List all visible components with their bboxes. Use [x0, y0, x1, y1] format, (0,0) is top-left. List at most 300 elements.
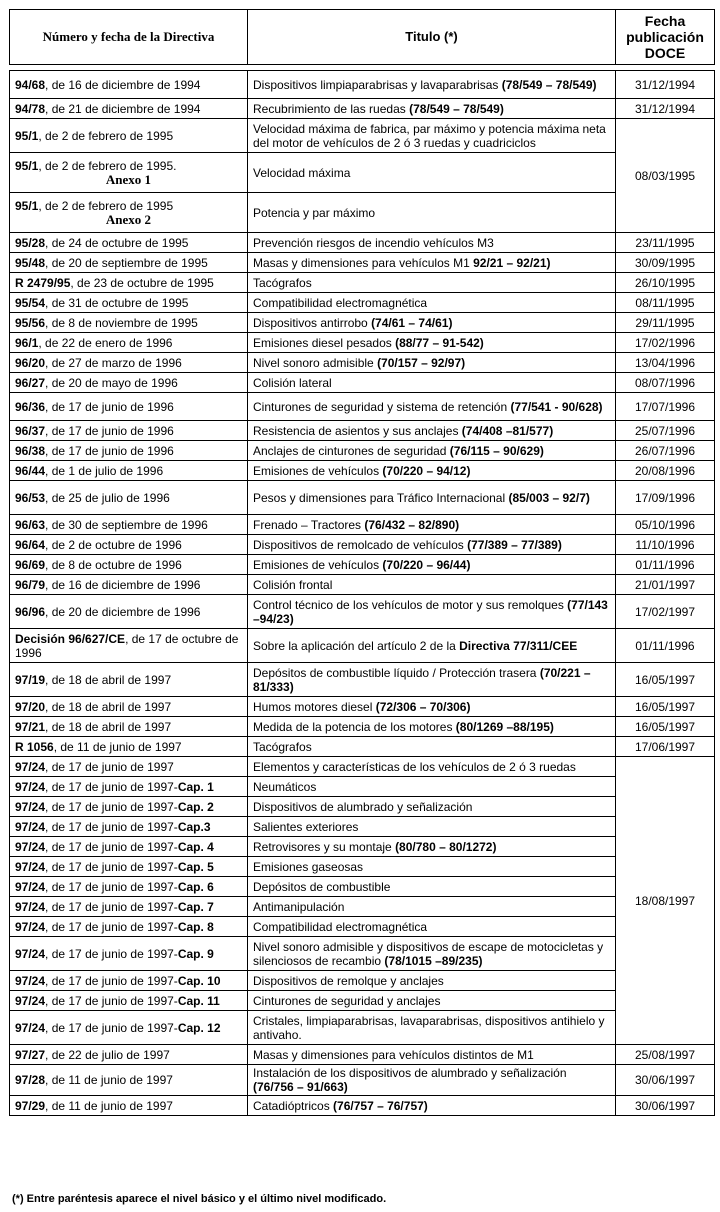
table-row	[10, 313, 715, 333]
title-reference: (80/1269 –88/195)	[455, 719, 554, 734]
directive-number: 97/24	[15, 993, 46, 1008]
title-reference: (70/220 – 96/44)	[382, 557, 471, 572]
directive-date: , de 17 de octubre de 1996	[15, 631, 239, 660]
publication-date: 30/09/1995	[616, 253, 715, 273]
directive-cell	[10, 293, 248, 313]
directive-cell	[10, 193, 248, 233]
title-text: Compatibilidad electromagnética	[253, 295, 428, 310]
title-text: Colisión frontal	[253, 577, 333, 592]
table-row	[10, 777, 715, 797]
title-cell	[248, 535, 616, 555]
table-row	[10, 877, 715, 897]
directive-number: 94/78	[15, 101, 46, 116]
title-text: Cristales, limpiaparabrisas, lavaparabrisas, dispositivos antihielo y antivaho.	[253, 1013, 605, 1042]
directive-cell	[10, 461, 248, 481]
table-row	[10, 515, 715, 535]
directive-number: 97/24	[15, 799, 46, 814]
title-cell	[248, 1096, 616, 1116]
directive-cell	[10, 71, 248, 99]
directive-cell	[10, 153, 248, 193]
title-text: Depósitos de combustible	[253, 879, 391, 894]
title-text: Depósitos de combustible líquido / Protección trasera	[253, 665, 540, 680]
directive-date: , de 20 de diciembre de 1996	[45, 604, 201, 619]
publication-date: 17/02/1996	[616, 333, 715, 353]
title-text: Dispositivos de alumbrado y señalización	[253, 799, 473, 814]
table-row	[10, 757, 715, 777]
directive-date: , de 17 de junio de 1996	[45, 399, 174, 414]
title-cell	[248, 837, 616, 857]
title-cell	[248, 441, 616, 461]
directive-cell	[10, 797, 248, 817]
directive-number: 97/21	[15, 719, 46, 734]
title-cell	[248, 575, 616, 595]
directive-cell	[10, 313, 248, 333]
title-reference: (80/780 – 80/1272)	[395, 839, 497, 854]
directive-number: 96/27	[15, 375, 46, 390]
directive-date: , de 17 de junio de 1997-	[45, 946, 178, 961]
title-reference: 92/21 – 92/21)	[473, 255, 551, 270]
table-row	[10, 233, 715, 253]
directive-date: , de 27 de marzo de 1996	[45, 355, 182, 370]
directive-cell	[10, 737, 248, 757]
title-reference: (74/408 –81/577)	[461, 423, 554, 438]
directive-date: , de 16 de diciembre de 1996	[45, 577, 201, 592]
directive-number: 96/36	[15, 399, 46, 414]
title-reference: (85/003 – 92/7)	[508, 490, 590, 505]
publication-date: 18/08/1997	[616, 757, 715, 1045]
table-row	[10, 797, 715, 817]
title-cell	[248, 629, 616, 663]
title-cell	[248, 897, 616, 917]
directive-cell	[10, 555, 248, 575]
title-text: Resistencia de asientos y sus anclajes	[253, 423, 462, 438]
table-row	[10, 1045, 715, 1065]
footnote: (*) Entre paréntesis aparece el nivel básico y el último nivel modificado.	[12, 1193, 387, 1205]
directive-date: , de 18 de abril de 1997	[45, 699, 172, 714]
title-reference: (70/157 – 92/97)	[377, 355, 466, 370]
table-row	[10, 99, 715, 119]
directive-date: , de 2 de febrero de 1995	[38, 128, 174, 143]
directive-cell	[10, 837, 248, 857]
title-reference: (77/389 – 77/389)	[467, 537, 562, 552]
directive-number: 96/96	[15, 604, 46, 619]
title-reference: (78/1015 –89/235)	[384, 953, 483, 968]
directive-chapter: Cap. 7	[177, 899, 214, 914]
title-text: Tacógrafos	[253, 739, 312, 754]
publication-date: 23/11/1995	[616, 233, 715, 253]
directive-date: , de 17 de junio de 1997-	[45, 859, 178, 874]
directive-number: 97/24	[15, 759, 46, 774]
directive-number: 96/20	[15, 355, 46, 370]
title-reference: (78/549 – 78/549)	[501, 77, 597, 92]
title-cell	[248, 293, 616, 313]
directive-date: , de 22 de julio de 1997	[45, 1047, 170, 1062]
table-row	[10, 393, 715, 421]
title-cell	[248, 697, 616, 717]
title-text: Emisiones de vehículos	[253, 557, 383, 572]
title-text: Anclajes de cinturones de seguridad	[253, 443, 450, 458]
directive-number: 97/20	[15, 699, 46, 714]
title-text: Nivel sonoro admisible	[253, 355, 378, 370]
title-text: Velocidad máxima de fabrica, par máximo y potencia máxima neta del motor de vehículos de 2 ó 3 ruedas y cuadriciclos	[253, 121, 606, 150]
title-text: Potencia y par máximo	[253, 205, 376, 220]
directive-number: 96/64	[15, 537, 46, 552]
title-cell	[248, 971, 616, 991]
title-cell	[248, 515, 616, 535]
table-row	[10, 481, 715, 515]
directives-table	[9, 70, 715, 1116]
title-reference: (77/143 –94/23)	[253, 597, 608, 626]
directive-number: 97/24	[15, 1020, 46, 1035]
directive-number: 97/24	[15, 779, 46, 794]
publication-date: 13/04/1996	[616, 353, 715, 373]
directive-cell	[10, 971, 248, 991]
publication-date: 21/01/1997	[616, 575, 715, 595]
directive-cell	[10, 717, 248, 737]
directive-date: , de 21 de diciembre de 1994	[45, 101, 201, 116]
directive-number: Decisión 96/627/CE	[15, 631, 126, 646]
directive-date: , de 17 de junio de 1996	[45, 443, 174, 458]
directive-cell	[10, 697, 248, 717]
directive-cell	[10, 1065, 248, 1096]
title-reference: (76/757 – 76/757)	[333, 1098, 428, 1113]
directive-date: , de 17 de junio de 1997	[45, 759, 174, 774]
publication-date: 08/07/1996	[616, 373, 715, 393]
title-reference: (72/306 – 70/306)	[375, 699, 471, 714]
title-text: Compatibilidad electromagnética	[253, 919, 428, 934]
directive-date: , de 2 de febrero de 1995	[38, 198, 174, 213]
title-text: Sobre la aplicación del artículo 2 de la	[253, 638, 460, 653]
table-row	[10, 373, 715, 393]
table-row	[10, 353, 715, 373]
directive-date: , de 30 de septiembre de 1996	[45, 517, 208, 532]
table-row	[10, 1065, 715, 1096]
title-cell	[248, 193, 616, 233]
table-row	[10, 421, 715, 441]
directive-number: 96/69	[15, 557, 46, 572]
directive-number: 96/53	[15, 490, 46, 505]
directive-date: , de 18 de abril de 1997	[45, 719, 172, 734]
title-reference: (76/432 – 82/890)	[364, 517, 460, 532]
directive-chapter: Cap. 9	[177, 946, 214, 961]
directive-number: 97/24	[15, 946, 46, 961]
directive-date: , de 17 de junio de 1997-	[45, 899, 178, 914]
table-row	[10, 293, 715, 313]
directive-date: , de 18 de abril de 1997	[45, 672, 172, 687]
table-row	[10, 595, 715, 629]
header-title: Titulo (*)	[248, 10, 616, 65]
title-cell	[248, 937, 616, 971]
table-row	[10, 663, 715, 697]
title-cell	[248, 481, 616, 515]
table-row	[10, 575, 715, 595]
title-cell	[248, 99, 616, 119]
directive-cell	[10, 99, 248, 119]
directive-number: 97/19	[15, 672, 46, 687]
directive-chapter: Cap. 8	[177, 919, 214, 934]
table-row	[10, 193, 715, 233]
directive-cell	[10, 421, 248, 441]
title-cell	[248, 119, 616, 153]
title-text: Masas y dimensiones para vehículos distintos de M1	[253, 1047, 534, 1062]
directive-date: , de 17 de junio de 1997-	[45, 993, 178, 1008]
publication-date: 17/02/1997	[616, 595, 715, 629]
directive-cell	[10, 575, 248, 595]
title-reference: (76/756 – 91/663)	[253, 1080, 348, 1094]
header-table	[9, 9, 715, 65]
title-cell	[248, 421, 616, 441]
directive-cell	[10, 1011, 248, 1045]
directive-cell	[10, 1096, 248, 1116]
header-directive: Número y fecha de la Directiva	[10, 10, 248, 65]
directives-table-body	[10, 71, 715, 1116]
table-row	[10, 555, 715, 575]
title-reference: (70/220 – 94/12)	[382, 463, 471, 478]
directive-cell	[10, 333, 248, 353]
table-row	[10, 253, 715, 273]
title-text: Dispositivos de remolcado de vehículos	[253, 537, 468, 552]
directive-cell	[10, 119, 248, 153]
title-text: Antimanipulación	[253, 899, 345, 914]
table-row	[10, 897, 715, 917]
title-reference: (74/61 – 74/61)	[371, 315, 453, 330]
table-row	[10, 333, 715, 353]
directive-date: , de 17 de junio de 1997-	[45, 819, 178, 834]
table-row	[10, 441, 715, 461]
directive-number: 95/28	[15, 235, 46, 250]
title-text: Neumáticos	[253, 779, 317, 794]
title-cell	[248, 393, 616, 421]
title-reference: (77/541 - 90/628)	[510, 399, 603, 414]
table-row	[10, 71, 715, 99]
directive-number: R 2479/95	[15, 275, 71, 290]
title-text: Control técnico de los vehículos de motor y sus remolques	[253, 597, 568, 612]
title-text: Elementos y características de los vehículos de 2 ó 3 ruedas	[253, 759, 576, 774]
directive-number: 97/24	[15, 899, 46, 914]
title-cell	[248, 461, 616, 481]
title-reference: (76/115 – 90/629)	[449, 443, 544, 458]
title-text: Frenado – Tractores	[253, 517, 365, 532]
title-cell	[248, 817, 616, 837]
directive-date: , de 23 de octubre de 1995	[70, 275, 214, 290]
directive-cell	[10, 273, 248, 293]
table-row	[10, 737, 715, 757]
title-text: Emisiones de vehículos	[253, 463, 383, 478]
directive-date: , de 11 de junio de 1997	[45, 1098, 173, 1113]
publication-date: 25/08/1997	[616, 1045, 715, 1065]
directive-number: 95/1	[15, 128, 39, 143]
publication-date: 26/10/1995	[616, 273, 715, 293]
directive-chapter: Cap. 11	[177, 993, 220, 1008]
directive-date: , de 17 de junio de 1997-	[45, 1020, 178, 1035]
directive-cell	[10, 663, 248, 697]
table-row	[10, 697, 715, 717]
table-row	[10, 461, 715, 481]
directive-number: 97/24	[15, 859, 46, 874]
title-cell	[248, 153, 616, 193]
title-cell	[248, 555, 616, 575]
directive-date: , de 8 de noviembre de 1995	[45, 315, 198, 330]
directive-cell	[10, 917, 248, 937]
publication-date: 30/06/1997	[616, 1065, 715, 1096]
title-text: Salientes exteriores	[253, 819, 359, 834]
directive-cell	[10, 253, 248, 273]
table-row	[10, 119, 715, 153]
directive-date: , de 1 de julio de 1996	[45, 463, 164, 478]
title-cell	[248, 663, 616, 697]
directive-date: , de 11 de junio de 1997	[45, 1073, 173, 1087]
title-cell	[248, 353, 616, 373]
directive-number: 95/56	[15, 315, 46, 330]
title-text: Cinturones de seguridad y anclajes	[253, 993, 441, 1008]
header-row	[10, 10, 715, 65]
directive-number: 97/28	[15, 1073, 46, 1087]
header-publication-date: Fecha publicación DOCE	[616, 10, 715, 65]
title-text: Prevención riesgos de incendio vehículos M3	[253, 235, 494, 250]
directive-date: , de 17 de junio de 1996	[45, 423, 174, 438]
directive-date: , de 2 de octubre de 1996	[45, 537, 182, 552]
directive-annex: Anexo 2	[105, 211, 152, 227]
directive-cell	[10, 937, 248, 971]
title-text: Catadióptricos	[253, 1098, 334, 1113]
title-text: Tacógrafos	[253, 275, 312, 290]
publication-date: 31/12/1994	[616, 99, 715, 119]
publication-date: 31/12/1994	[616, 71, 715, 99]
directive-chapter: Cap. 6	[177, 879, 214, 894]
title-text: Dispositivos limpiaparabrisas y lavaparabrisas	[253, 77, 502, 92]
directive-number: 95/1	[15, 198, 39, 213]
directive-date: , de 22 de enero de 1996	[38, 335, 173, 350]
directive-cell	[10, 877, 248, 897]
table-row	[10, 1011, 715, 1045]
directive-cell	[10, 757, 248, 777]
directive-date: , de 31 de octubre de 1995	[45, 295, 189, 310]
publication-date: 26/07/1996	[616, 441, 715, 461]
table-row	[10, 991, 715, 1011]
title-cell	[248, 797, 616, 817]
title-reference: (78/549 – 78/549)	[409, 101, 504, 116]
table-row	[10, 837, 715, 857]
directive-date: , de 20 de septiembre de 1995	[45, 255, 208, 270]
directive-number: 96/79	[15, 577, 46, 592]
publication-date: 17/09/1996	[616, 481, 715, 515]
title-cell	[248, 233, 616, 253]
directive-cell	[10, 515, 248, 535]
title-cell	[248, 71, 616, 99]
table-row	[10, 1096, 715, 1116]
directive-cell	[10, 991, 248, 1011]
title-text: Recubrimiento de las ruedas	[253, 101, 410, 116]
directive-date: , de 8 de octubre de 1996	[45, 557, 182, 572]
directive-cell	[10, 897, 248, 917]
directive-date: , de 25 de julio de 1996	[45, 490, 170, 505]
directive-number: 95/48	[15, 255, 46, 270]
directive-chapter: Cap. 2	[177, 799, 214, 814]
title-cell	[248, 1045, 616, 1065]
title-text: Cinturones de seguridad y sistema de retención	[253, 399, 511, 414]
publication-date: 08/11/1995	[616, 293, 715, 313]
title-text: Dispositivos de remolque y anclajes	[253, 973, 444, 988]
directive-number: 96/1	[15, 335, 39, 350]
directive-date: , de 17 de junio de 1997-	[45, 879, 178, 894]
table-row	[10, 971, 715, 991]
directive-cell	[10, 1045, 248, 1065]
publication-date: 16/05/1997	[616, 697, 715, 717]
directive-cell	[10, 817, 248, 837]
title-cell	[248, 877, 616, 897]
publication-date: 16/05/1997	[616, 717, 715, 737]
table-row	[10, 917, 715, 937]
title-cell	[248, 595, 616, 629]
publication-date: 30/06/1997	[616, 1096, 715, 1116]
title-text: Pesos y dimensiones para Tráfico Internacional	[253, 490, 509, 505]
title-cell	[248, 857, 616, 877]
directive-cell	[10, 393, 248, 421]
publication-date: 01/11/1996	[616, 629, 715, 663]
title-reference: (70/221 – 81/333)	[253, 665, 591, 694]
title-cell	[248, 917, 616, 937]
directive-number: 97/24	[15, 973, 46, 988]
title-text: Instalación de los dispositivos de alumbrado y señalización	[253, 1066, 567, 1080]
title-text: Emisiones gaseosas	[253, 859, 364, 874]
publication-date: 29/11/1995	[616, 313, 715, 333]
directive-number: 95/54	[15, 295, 46, 310]
directive-date: , de 20 de mayo de 1996	[45, 375, 178, 390]
publication-date: 25/07/1996	[616, 421, 715, 441]
title-cell	[248, 757, 616, 777]
directive-cell	[10, 481, 248, 515]
directive-number: 94/68	[15, 77, 46, 92]
directive-number: 97/24	[15, 919, 46, 934]
table-row	[10, 535, 715, 555]
directive-cell	[10, 233, 248, 253]
title-cell	[248, 273, 616, 293]
title-cell	[248, 253, 616, 273]
directive-date: , de 24 de octubre de 1995	[45, 235, 189, 250]
title-text: Colisión lateral	[253, 375, 332, 390]
title-text: Humos motores diesel	[253, 699, 376, 714]
table-row	[10, 273, 715, 293]
directive-number: 96/37	[15, 423, 46, 438]
directive-chapter: Cap. 12	[177, 1020, 221, 1035]
title-text: Nivel sonoro admisible y dispositivos de escape de motocicletas y silenciosos de recambio	[253, 939, 604, 968]
title-text: Retrovisores y su montaje	[253, 839, 396, 854]
title-cell	[248, 373, 616, 393]
table-row	[10, 817, 715, 837]
publication-date: 17/07/1996	[616, 393, 715, 421]
directive-chapter: Cap. 10	[177, 973, 221, 988]
directive-date: , de 2 de febrero de 1995.	[38, 158, 177, 173]
table-row	[10, 153, 715, 193]
title-cell	[248, 717, 616, 737]
directive-date: , de 17 de junio de 1997-	[45, 973, 178, 988]
title-text: Dispositivos antirrobo	[253, 315, 372, 330]
directive-number: R 1056	[15, 739, 54, 754]
directive-chapter: Cap.3	[177, 819, 211, 834]
title-cell	[248, 737, 616, 757]
directive-cell	[10, 441, 248, 461]
directive-number: 96/63	[15, 517, 46, 532]
directive-number: 97/24	[15, 819, 46, 834]
title-cell	[248, 333, 616, 353]
publication-date: 16/05/1997	[616, 663, 715, 697]
directive-date: , de 17 de junio de 1997-	[45, 919, 178, 934]
directive-cell	[10, 373, 248, 393]
publication-date: 11/10/1996	[616, 535, 715, 555]
directive-cell	[10, 777, 248, 797]
directive-cell	[10, 535, 248, 555]
publication-date: 05/10/1996	[616, 515, 715, 535]
